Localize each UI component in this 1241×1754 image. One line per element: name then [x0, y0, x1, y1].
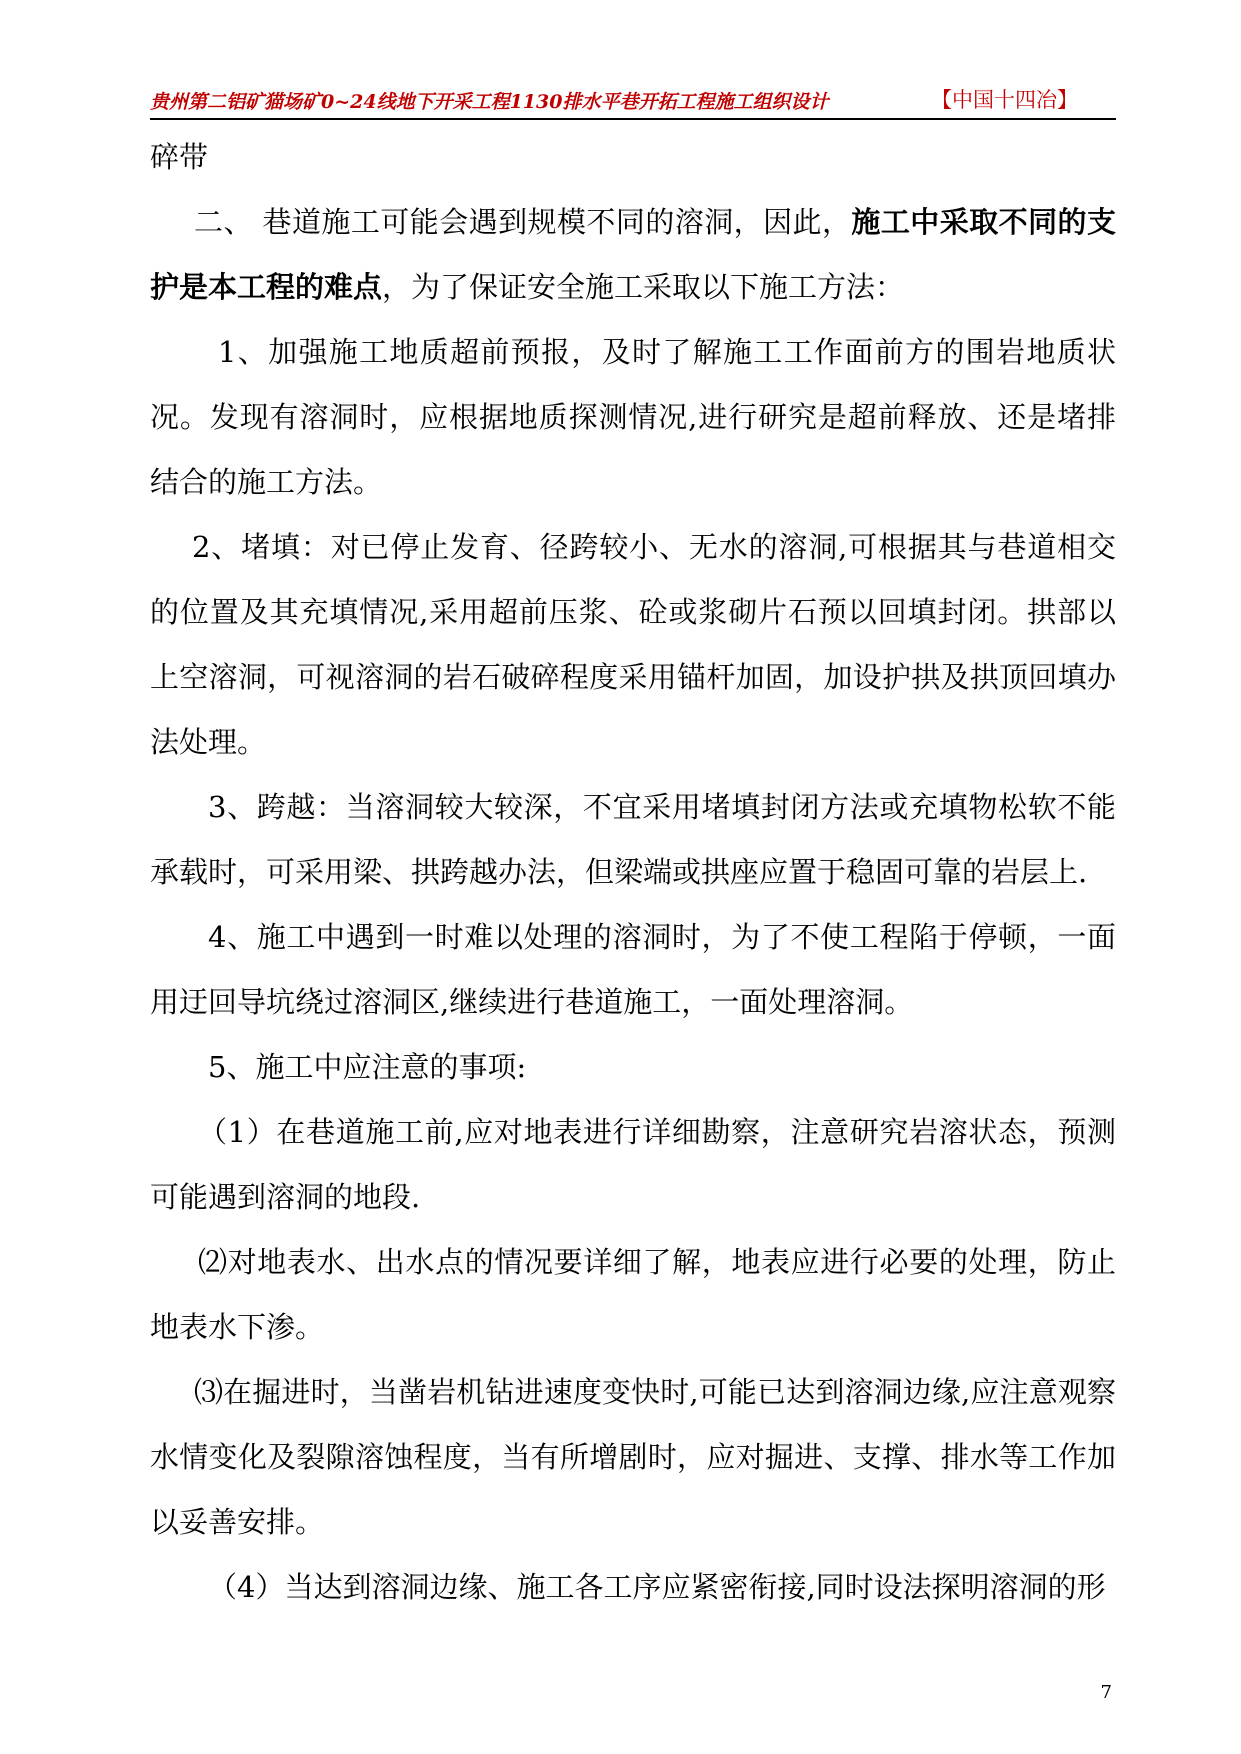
paragraph-2: 1、加强施工地质超前预报，及时了解施工工作面前方的围岩地质状况。发现有溶洞时，应根据地质探测情况,进行研究是超前释放、还是堵排结合的施工方法。: [150, 335, 1116, 499]
paragraph-4: 3、跨越：当溶洞较大较深，不宜采用堵填封闭方法或充填物松软不能承载时，可采用梁、拱跨越办法，但梁端或拱座应置于稳固可靠的岩层上.: [150, 790, 1116, 889]
document-body: [150, 125, 1116, 1620]
paragraph-5: 4、施工中遇到一时难以处理的溶洞时，为了不使工程陷于停顿，一面用迂回导坑绕过溶洞区,继续进行巷道施工，一面处理溶洞。: [150, 920, 1116, 1019]
paragraph-3: 2、堵填：对已停止发育、径跨较小、无水的溶洞,可根据其与巷道相交的位置及其充填情况,采用超前压浆、砼或浆砌片石预以回填封闭。拱部以上空溶洞，可视溶洞的岩石破碎程度采用锚杆加固，加设护拱及拱顶回填办法处理。: [150, 530, 1116, 759]
paragraph-0: 碎带: [150, 140, 209, 174]
page-header: [150, 88, 1116, 120]
paragraph-6: 5、施工中应注意的事项:: [208, 1050, 527, 1084]
page-number: 7: [1100, 1682, 1112, 1703]
paragraph-9: ⑶在掘进时，当凿岩机钻进速度变快时,可能已达到溶洞边缘,应注意观察水情变化及裂隙溶蚀程度，当有所增剧时，应对掘进、支撑、排水等工作加以妥善安排。: [150, 1375, 1116, 1539]
paragraph-1: 二、 巷道施工可能会遇到规模不同的溶洞，因此，施工中采取不同的支护是本工程的难点，为了保证安全施工采取以下施工方法：: [150, 205, 1116, 304]
header-title: 贵州第二铝矿猫场矿0~24线地下开采工程1130排水平巷开拓工程施工组织设计: [150, 91, 829, 113]
emphasis-text: 施工中采取不同的支护是本工程的难点: [150, 205, 1116, 304]
paragraph-10: （4）当达到溶洞边缘、施工各工序应紧密衔接,同时设法探明溶洞的形: [208, 1570, 1106, 1604]
paragraph-7: （1）在巷道施工前,应对地表进行详细勘察，注意研究岩溶状态，预测可能遇到溶洞的地段.: [150, 1115, 1116, 1214]
header-company: 【中国十四冶】: [931, 88, 1078, 112]
paragraph-8: ⑵对地表水、出水点的情况要详细了解，地表应进行必要的处理，防止地表水下渗。: [150, 1245, 1116, 1344]
